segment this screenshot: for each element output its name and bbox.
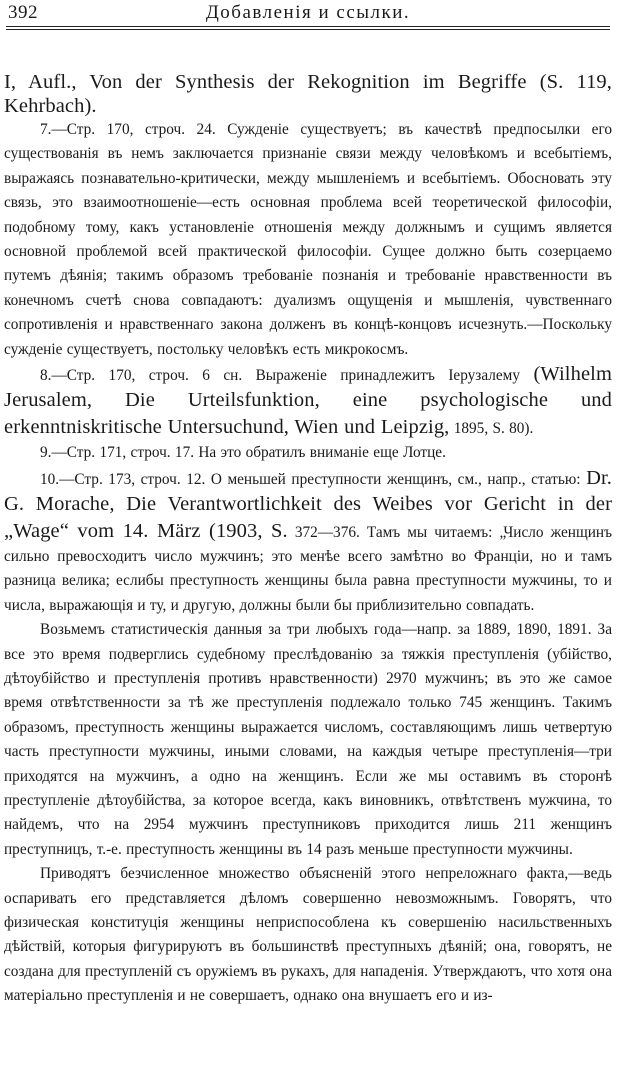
paragraph-text: 7.—Стр. 170, строч. 24. Сужденіе существуетъ; въ качествѣ предпосылки его существованія въ немъ заключается признаніе связи между человѣкомъ и всебытіемъ, выражаясь познавательно-критически, между мышленіемъ и всебытіемъ. Обосновать эту связь, это взаимоотношеніе—есть основная проблема всей теоретической философіи, подобному тому, какъ установленіе отношенія между должнымъ и сущимъ является основной проблемой всей практической философіи. Сущее должно быть созерцаемо путемъ дѣянія; такимъ образомъ требованіе познанія и требованіе нравственности въ конечномъ счетѣ снова совпадаютъ: дуализмъ ощущенія и мышленія, чувственнаго сопротивленія и нравственнаго закона долженъ въ концѣ-концовъ исчезнуть.—Поскольку сужденіе существуетъ, постольку человѣкъ есть микрокосмъ.: [4, 121, 612, 358]
running-title: Добавленія и ссылки.: [205, 2, 411, 23]
note-9: [4, 441, 612, 465]
paragraph-tail: 1895, S. 80).: [453, 419, 534, 437]
header-rule-thin: [6, 29, 610, 30]
paragraph-text: Приводятъ безчисленное множество объясненій этого непреложнаго факта,—ведь оспаривать его представляется дѣломъ совершенно невозможнымъ. Говорятъ, что физическая конституція женщины неприспособлена къ совершенію насильственныхъ дѣйствій, которыя фигурируютъ въ большинствѣ преступныхъ дѣяній; она, говорятъ, не создана для преступленій съ оружіемъ въ рукахъ, для нападенія. Утверждаютъ, что хотя она матеріально преступленія и не совершаетъ, однако она внушаетъ его и из-: [4, 865, 612, 1005]
explanations-paragraph: [4, 862, 612, 1008]
page-body: [4, 70, 612, 1009]
paragraph-text: Возьмемъ статистическія данныя за три любыхъ года—напр. за 1889, 1890, 1891. За все это время подверглись судебному преслѣдованію за тяжкія преступленія (убійство, дѣтоубійство и преступленія противъ нравственности) 2970 мужчинъ; въ это же самое время отвѣтственности за тѣ же преступленія подлежало только 745 женщинъ. Такимъ образомъ, преступность женщины выражается числомъ, составляющимъ лишь четвертую часть преступности мужчины, иными словами, на каждыя четыре преступленія—три приходятся на мужчинъ, а одно на женщинъ. Если же мы оставимъ въ сторонѣ преступленіе дѣтоубійства, за которое всегда, какъ виновникъ, отвѣтственъ мужчина, то найдемъ, что на 2954 мужчинъ преступниковъ приходится лишь 211 женщинъ преступницъ, т.-е. преступность женщины въ 14 разъ меньше преступности мужчины.: [4, 621, 612, 858]
note-7: [4, 118, 612, 362]
note-10: [4, 466, 612, 618]
header-rule: [6, 26, 610, 27]
paragraph-text: 8.—Стр. 170, строч. 6 сн. Выраженіе принадлежитъ Іерузалему: [40, 367, 521, 385]
paragraph-tail: 372—376. Тамъ мы читаемъ: „Число женщинъ сильно превосходитъ число мужчинъ; это менѣе всего замѣтно во Франціи, но и тамъ разница велика; еслибы преступность женщины была равна преступности мужчины, то и числа, выражающія и ту, и другую, должны были бы приблизительно совпадать.: [4, 523, 613, 614]
paragraph-citation-continuation: [4, 70, 612, 118]
page-header: [4, 0, 612, 26]
statistics-paragraph: [4, 618, 612, 862]
latin-citation: (Wilhelm Jerusalem, Die Urteilsfunktion, eine psychologische und erkenntniskritische Untersuchund, Wien und Leipzig,: [4, 363, 612, 438]
latin-citation: Dr. G. Morache, Die Verantwortlichkeit des Weibes vor Gericht in der „Wage“ vom 14. März (1903, S.: [4, 466, 612, 542]
note-8: [4, 362, 612, 441]
paragraph-text: 9.—Стр. 171, строч. 17. На это обратилъ вниманіе еще Лотце.: [40, 444, 446, 462]
paragraph-text: 10.—Стр. 173, строч. 12. О меньшей преступности женщинъ, см., напр., статью:: [40, 470, 581, 488]
page-number: 392: [8, 2, 38, 23]
paragraph-text: I, Aufl., Von der Synthesis der Rekognition im Begriffe (S. 119, Kehrbach).: [4, 71, 612, 117]
